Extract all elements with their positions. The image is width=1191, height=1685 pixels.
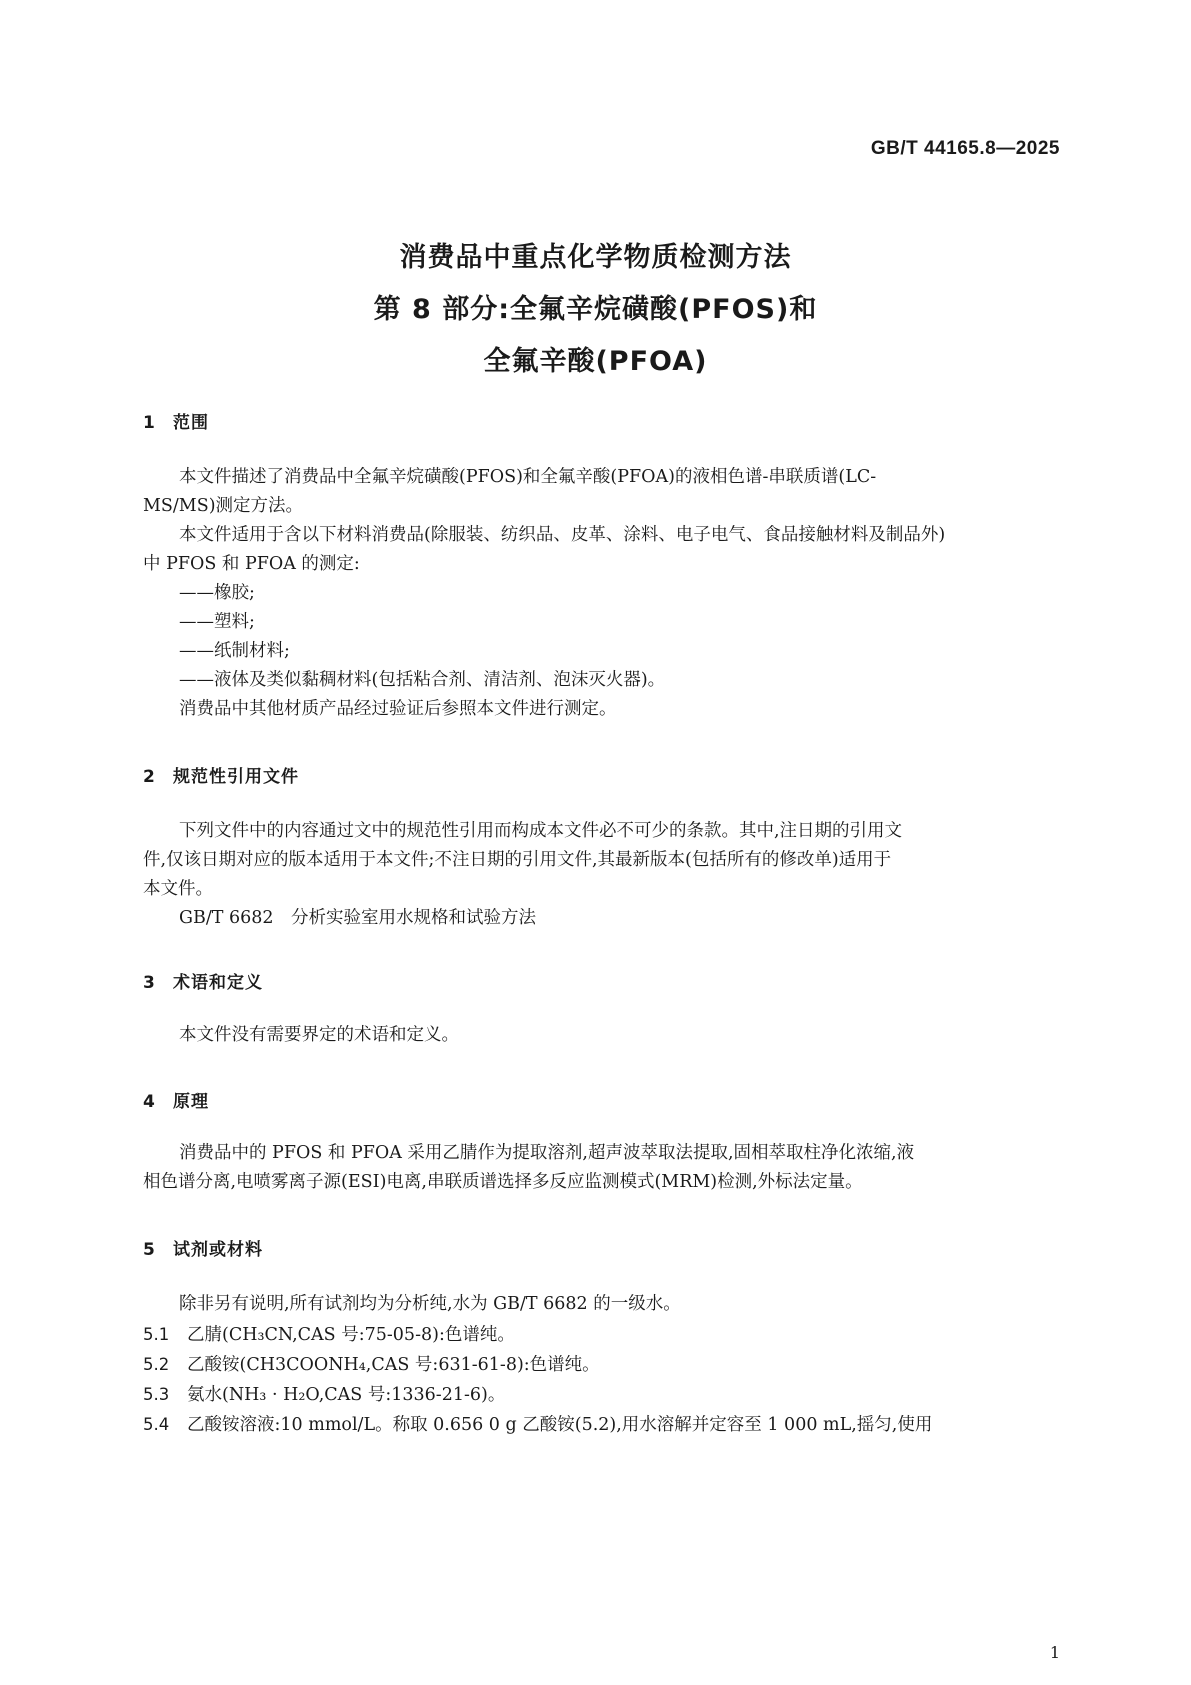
clause-text: 乙酸铵溶液:10 mmol/L。称取 0.656 0 g 乙酸铵(5.2),用水溶解并定容至 1 000 mL,摇匀,使用 <box>187 1415 933 1435</box>
clause-5-2 <box>143 1350 1059 1380</box>
normative-reference: GB/T 6682 分析实验室用水规格和试验方法 <box>179 908 537 928</box>
paragraph-line: 相色谱分离,电喷雾离子源(ESI)电离,串联质谱选择多反应监测模式(MRM)检测,外标法定量。 <box>143 1172 863 1192</box>
paragraph-line: 本文件适用于含以下材料消费品(除服装、纺织品、皮革、涂料、电子电气、食品接触材料及制品外) <box>179 525 946 545</box>
section-3-body <box>143 1021 1059 1050</box>
section-1-body <box>143 463 1059 724</box>
clause-text: 乙酸铵(CH3COONH₄,CAS 号:631-61-8):色谱纯。 <box>187 1355 600 1375</box>
paragraph-line: 除非另有说明,所有试剂均为分析纯,水为 GB/T 6682 的一级水。 <box>179 1294 681 1314</box>
clause-5-1 <box>143 1320 1059 1350</box>
section-3-heading <box>143 968 263 993</box>
clause-5-4 <box>143 1410 1059 1440</box>
section-title: 规范性引用文件 <box>173 767 299 787</box>
clause-number: 5.2 <box>143 1355 170 1374</box>
list-item: ——纸制材料; <box>179 641 290 661</box>
section-number: 1 <box>143 413 156 433</box>
section-2-heading <box>143 762 299 787</box>
section-5-intro <box>143 1290 1059 1319</box>
section-4-body <box>143 1139 1059 1197</box>
page-number: 1 <box>1049 1643 1060 1662</box>
paragraph-line: 件,仅该日期对应的版本适用于本文件;不注日期的引用文件,其最新版本(包括所有的修改单)适用于 <box>143 850 892 870</box>
section-number: 2 <box>143 767 156 787</box>
title-line-2: 第 8 部分:全氟辛烷磺酸(PFOS)和 <box>373 294 818 325</box>
section-title: 试剂或材料 <box>173 1240 263 1260</box>
list-item: ——塑料; <box>179 612 255 632</box>
list-item: ——橡胶; <box>179 583 255 603</box>
section-number: 4 <box>143 1092 156 1112</box>
section-2-body <box>143 817 1059 933</box>
section-title: 术语和定义 <box>173 973 263 993</box>
clause-5-3 <box>143 1380 1059 1410</box>
paragraph-line: 中 PFOS 和 PFOA 的测定: <box>143 554 360 574</box>
title-line-1: 消费品中重点化学物质检测方法 <box>399 242 792 273</box>
paragraph-line: 消费品中的 PFOS 和 PFOA 采用乙腈作为提取溶剂,超声波萃取法提取,固相萃取柱净化浓缩,液 <box>179 1143 915 1163</box>
section-number: 5 <box>143 1240 156 1260</box>
clause-text: 氨水(NH₃ · H₂O,CAS 号:1336-21-6)。 <box>187 1385 506 1405</box>
paragraph-line: 本文件没有需要界定的术语和定义。 <box>179 1025 459 1045</box>
clause-number: 5.4 <box>143 1415 170 1434</box>
clause-number: 5.1 <box>143 1325 170 1344</box>
clause-text: 乙腈(CH₃CN,CAS 号:75-05-8):色谱纯。 <box>187 1325 515 1345</box>
paragraph-line: 本文件。 <box>143 879 213 899</box>
paragraph-line: 消费品中其他材质产品经过验证后参照本文件进行测定。 <box>179 699 617 719</box>
document-title <box>0 232 1191 388</box>
list-item: ——液体及类似黏稠材料(包括粘合剂、清洁剂、泡沫灭火器)。 <box>179 670 666 690</box>
section-title: 原理 <box>173 1092 209 1112</box>
title-line-3: 全氟辛酸(PFOA) <box>483 346 708 377</box>
clause-number: 5.3 <box>143 1385 170 1404</box>
paragraph-line: 下列文件中的内容通过文中的规范性引用而构成本文件必不可少的条款。其中,注日期的引用文 <box>179 821 903 841</box>
section-5-heading <box>143 1235 263 1260</box>
section-1-heading <box>143 408 209 433</box>
paragraph-line: 本文件描述了消费品中全氟辛烷磺酸(PFOS)和全氟辛酸(PFOA)的液相色谱-串联质谱(LC- <box>179 467 877 487</box>
section-number: 3 <box>143 973 156 993</box>
paragraph-line: MS/MS)测定方法。 <box>143 496 304 516</box>
section-title: 范围 <box>173 413 209 433</box>
section-4-heading <box>143 1087 209 1112</box>
standard-number: GB/T 44165.8—2025 <box>870 138 1060 159</box>
